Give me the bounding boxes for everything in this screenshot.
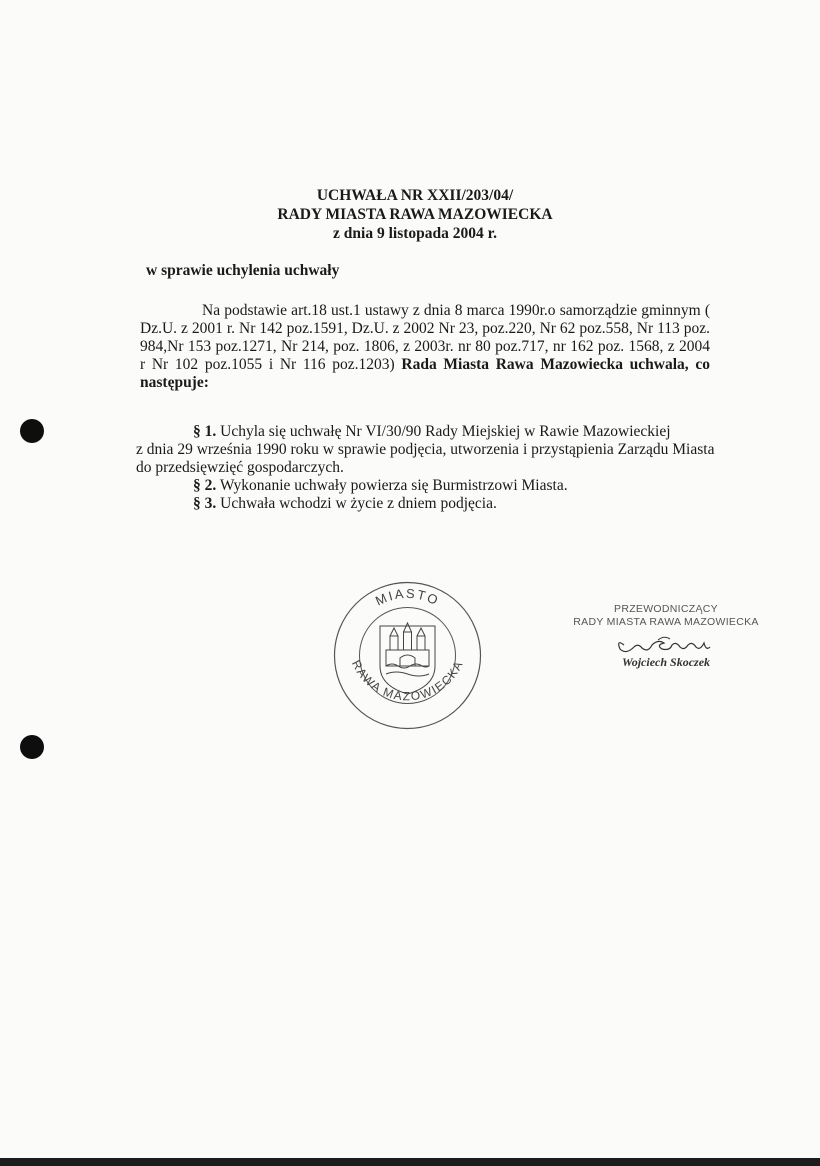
signature-block — [556, 603, 776, 670]
city-seal — [330, 578, 485, 733]
paragraph-mark: § 3. — [193, 495, 217, 512]
paragraph-1-text: Uchyla się uchwałę Nr VI/30/90 Rady Miejskiej w Rawie Mazowieckiej — [220, 423, 671, 440]
paragraph-3-text: Uchwała wchodzi w życie z dniem podjęcia. — [220, 495, 497, 512]
punch-hole-bottom — [20, 735, 44, 759]
paragraph-2 — [136, 477, 776, 495]
resolution-date: z dnia 9 listopada 2004 r. — [333, 225, 497, 242]
paragraph-1-line-2: z dnia 29 września 1990 roku w sprawie podjęcia, utworzenia i przystąpienia Zarządu Miasta — [136, 441, 715, 458]
seal-bottom-text: RAWA MAZOWIECKA — [348, 657, 467, 704]
scan-edge — [0, 1158, 820, 1166]
paragraph-3 — [136, 495, 776, 513]
paragraph-1-line-1 — [136, 423, 776, 441]
resolution-paragraphs — [136, 423, 776, 513]
paragraph-mark: § 2. — [193, 477, 217, 494]
punch-hole-top — [20, 419, 44, 443]
coat-of-arms-icon — [380, 623, 435, 694]
signatory-name: Wojciech Skoczek — [621, 655, 711, 669]
legal-basis-paragraph — [140, 302, 710, 392]
legal-basis-text: Na podstawie art.18 ust.1 ustawy z dnia 8 marca 1990r.o samorządzie gminnym ( Dz.U. z 2001 r. Nr 142 poz.1591, Dz.U. z 2002 Nr 23, poz.220, Nr 62 poz.558, Nr 113 poz. 984,Nr 153 poz.1271, Nr 214, poz. 1806, z 2003r. nr 80 poz.717, nr 162 poz. 1568, z 2004 r Nr 102 poz.1055 i Nr 116 poz.1203) — [140, 302, 710, 373]
resolution-subject: w sprawie uchylenia uchwały — [146, 262, 340, 279]
enactment-clause: Rada Miasta Rawa Mazowiecka uchwala, co następuje: — [140, 356, 710, 391]
handwritten-signature — [606, 631, 726, 657]
resolution-number: UCHWAŁA NR XXII/203/04/ — [316, 187, 514, 204]
paragraph-2-text: Wykonanie uchwały powierza się Burmistrzowi Miasta. — [219, 477, 568, 494]
resolution-header — [200, 186, 630, 243]
paragraph-mark: § 1. — [193, 423, 217, 440]
paragraph-1-line-3: do przedsięwzięć gospodarczych. — [136, 459, 344, 476]
seal-top-text: MIASTO — [373, 585, 443, 609]
signatory-council: RADY MIASTA RAWA MAZOWIECKA — [573, 616, 759, 628]
signatory-title: PRZEWODNICZĄCY — [614, 603, 718, 615]
council-name: RADY MIASTA RAWA MAZOWIECKA — [277, 206, 553, 223]
